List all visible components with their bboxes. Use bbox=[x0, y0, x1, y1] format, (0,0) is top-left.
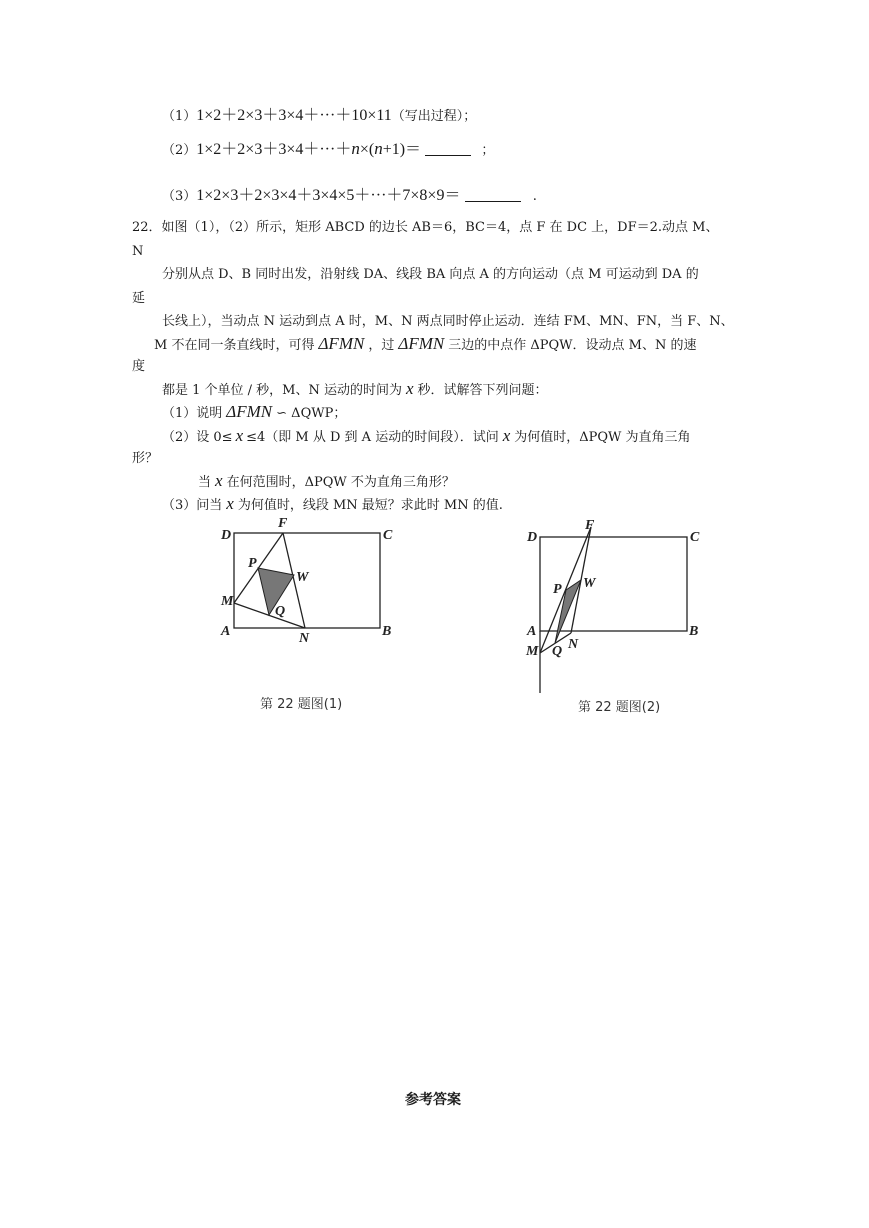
label-F: F bbox=[585, 518, 595, 533]
figure-22-1-caption: 第 22 题图(1) bbox=[260, 697, 343, 712]
label-F: F bbox=[278, 516, 288, 531]
q21-part3: （3）1×2×3＋2×3×4＋3×4×5＋···＋7×8×9＝ . bbox=[162, 187, 537, 204]
q22-line: （2）设 0≤ x ≤4（即 M 从 D 到 A 运动的时间段）．试问 x 为何值时，ΔPQW 为直角三角 bbox=[162, 426, 691, 445]
q22-line: 延 bbox=[132, 291, 146, 306]
answer-title: 参考答案 bbox=[405, 1092, 461, 1108]
label-C: C bbox=[690, 530, 700, 545]
label-D: D bbox=[527, 530, 538, 545]
q22-line: 22．如图（1），（2）所示，矩形 ABCD 的边长 AB＝6，BC＝4，点 F 在 DC 上，DF＝2.动点 M、 bbox=[132, 220, 719, 235]
q22-line: 长线上），当动点 N 运动到点 A 时，M、N 两点同时停止运动．连结 FM、MN、FN，当 F、N、 bbox=[162, 314, 734, 329]
label-A: A bbox=[221, 624, 231, 639]
figure-22-2-caption: 第 22 题图(2) bbox=[578, 700, 661, 715]
q22-line: 度 bbox=[132, 359, 146, 374]
label-M: M bbox=[221, 594, 234, 609]
label-D: D bbox=[221, 528, 232, 543]
label-Q: Q bbox=[275, 604, 286, 619]
label-W: W bbox=[583, 576, 596, 591]
label-C: C bbox=[383, 528, 393, 543]
label-P: P bbox=[553, 582, 562, 597]
q22-line: N bbox=[132, 244, 144, 259]
q22-line: 形？ bbox=[132, 451, 159, 466]
q22-line: （3）问当 x 为何值时，线段 MN 最短？求此时 MN 的值. bbox=[162, 494, 503, 513]
label-P: P bbox=[248, 556, 257, 571]
q22-line: 当 x 在何范围时，ΔPQW 不为直角三角形？ bbox=[198, 471, 455, 490]
answer-blank bbox=[425, 141, 471, 156]
answer-blank bbox=[465, 187, 521, 202]
label-N: N bbox=[299, 631, 310, 645]
q22-line: 都是 1 个单位 / 秒，M、N 运动的时间为 x 秒．试解答下列问题： bbox=[162, 379, 548, 398]
label-Q: Q bbox=[552, 644, 563, 659]
q22-line: M 不在同一条直线时，可得 ΔFMN ，过 ΔFMN 三边的中点作 ΔPQW．设动点 M、N 的速 bbox=[154, 334, 697, 353]
label-B: B bbox=[689, 624, 699, 639]
figure-22-1 bbox=[218, 515, 408, 645]
label-N: N bbox=[568, 637, 579, 652]
label-M: M bbox=[526, 644, 539, 659]
q21-part2: （2）1×2＋2×3＋3×4＋···＋n×(n+1)＝ ； bbox=[162, 139, 495, 158]
label-B: B bbox=[382, 624, 392, 639]
q22-line: 分别从点 D、B 同时出发，沿射线 DA、线段 BA 向点 A 的方向运动（点 M 可运动到 DA 的 bbox=[162, 267, 699, 282]
label-W: W bbox=[296, 570, 309, 585]
figure-22-2 bbox=[523, 515, 713, 695]
q21-part1: （1）1×2＋2×3＋3×4＋···＋10×11（写出过程）； bbox=[162, 107, 477, 124]
q22-line: （1）说明 ΔFMN ∽ ΔQWP； bbox=[162, 402, 347, 421]
label-A: A bbox=[527, 624, 537, 639]
